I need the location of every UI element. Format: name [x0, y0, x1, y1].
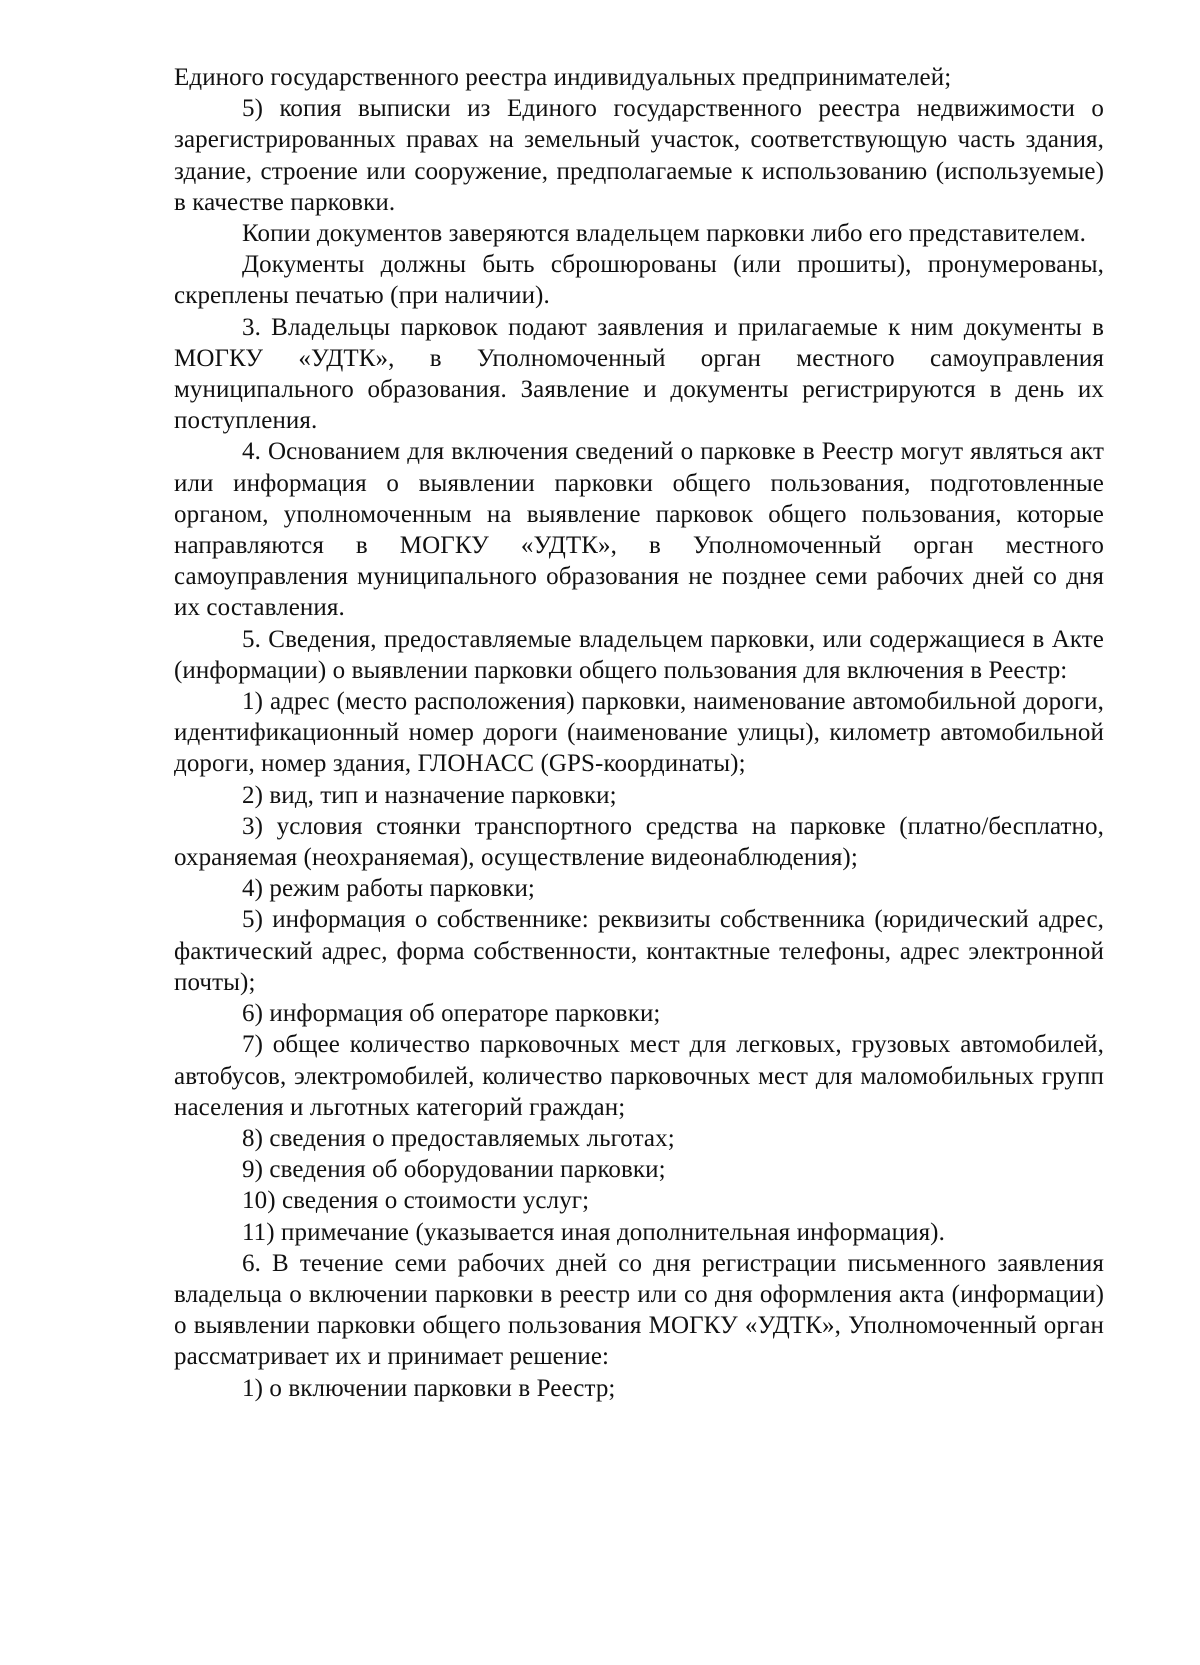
paragraph-clause-5: 5. Сведения, предоставляемые владельцем парковки, или содержащиеся в Акте (информации) о выявлении парковки общего пользования для включения в Реестр: — [174, 625, 1104, 684]
list-item-1-address: 1) адрес (место расположения) парковки, наименование автомобильной дороги, идентификационный номер дороги (наименование улицы), километр автомобильной дороги, номер здания, ГЛОНАСС (GPS-координаты); — [174, 688, 1104, 778]
list-item-9-equipment: 9) сведения об оборудовании парковки; — [242, 1156, 666, 1184]
paragraph-clause-6: 6. В течение семи рабочих дней со дня регистрации письменного заявления владельца о включении парковки в реестр или со дня оформления акта (информации) о выявлении парковки общего пользования МОГКУ «УДТК», Уполномоченный орган рассматривает их и принимает решение: — [174, 1249, 1104, 1371]
paragraph-documents-binding: Документы должны быть сброшюрованы (или прошиты), пронумерованы, скреплены печатью (при наличии). — [174, 251, 1104, 310]
list-item-8-benefits: 8) сведения о предоставляемых льготах; — [242, 1124, 675, 1152]
paragraph-clause-4: 4. Основанием для включения сведений о парковке в Реестр могут являться акт или информация о выявлении парковки общего пользования, подготовленные органом, уполномоченным на выявление парковок общего пользования, которые направляются в МОГКУ «УДТК», в Уполномоченный орган местного самоуправления муниципального образования не позднее семи рабочих дней со дня их составления. — [174, 438, 1104, 622]
list-item-11-note: 11) примечание (указывается иная дополнительная информация). — [242, 1218, 945, 1246]
list-item-2-type: 2) вид, тип и назначение парковки; — [242, 781, 617, 809]
document-body — [174, 62, 1104, 1404]
paragraph-item-5-egrn-extract: 5) копия выписки из Единого государственного реестра недвижимости о зарегистрированных правах на земельный участок, соответствующую часть здания, здание, строение или сооружение, предполагаемые к использованию (используемые) в качестве парковки. — [174, 95, 1104, 216]
paragraph-copies-certification: Копии документов заверяются владельцем парковки либо его представителем. — [242, 220, 1086, 248]
paragraph-continuation: Единого государственного реестра индивидуальных предпринимателей; — [174, 64, 952, 91]
list-item-5-owner: 5) информация о собственнике: реквизиты собственника (юридический адрес, фактический адрес, форма собственности, контактные телефоны, адрес электронной почты); — [174, 906, 1104, 996]
list-item-3-conditions: 3) условия стоянки транспортного средства на парковке (платно/бесплатно, охраняемая (неохраняемая), осуществление видеонаблюдения); — [174, 812, 1104, 872]
list-item-10-cost: 10) сведения о стоимости услуг; — [242, 1187, 590, 1215]
list-item-6-operator: 6) информация об операторе парковки; — [242, 1000, 661, 1028]
paragraph-clause-3: 3. Владельцы парковок подают заявления и прилагаемые к ним документы в МОГКУ «УДТК», в Уполномоченный орган местного самоуправления муниципального образования. Заявление и документы регистрируются в день их поступления. — [174, 313, 1104, 435]
decision-item-1-inclusion: 1) о включении парковки в Реестр; — [242, 1374, 616, 1402]
list-item-4-schedule: 4) режим работы парковки; — [242, 875, 535, 903]
list-item-7-spaces: 7) общее количество парковочных мест для легковых, грузовых автомобилей, автобусов, электромобилей, количество парковочных мест для маломобильных групп населения и льготных категорий граждан; — [174, 1031, 1104, 1121]
